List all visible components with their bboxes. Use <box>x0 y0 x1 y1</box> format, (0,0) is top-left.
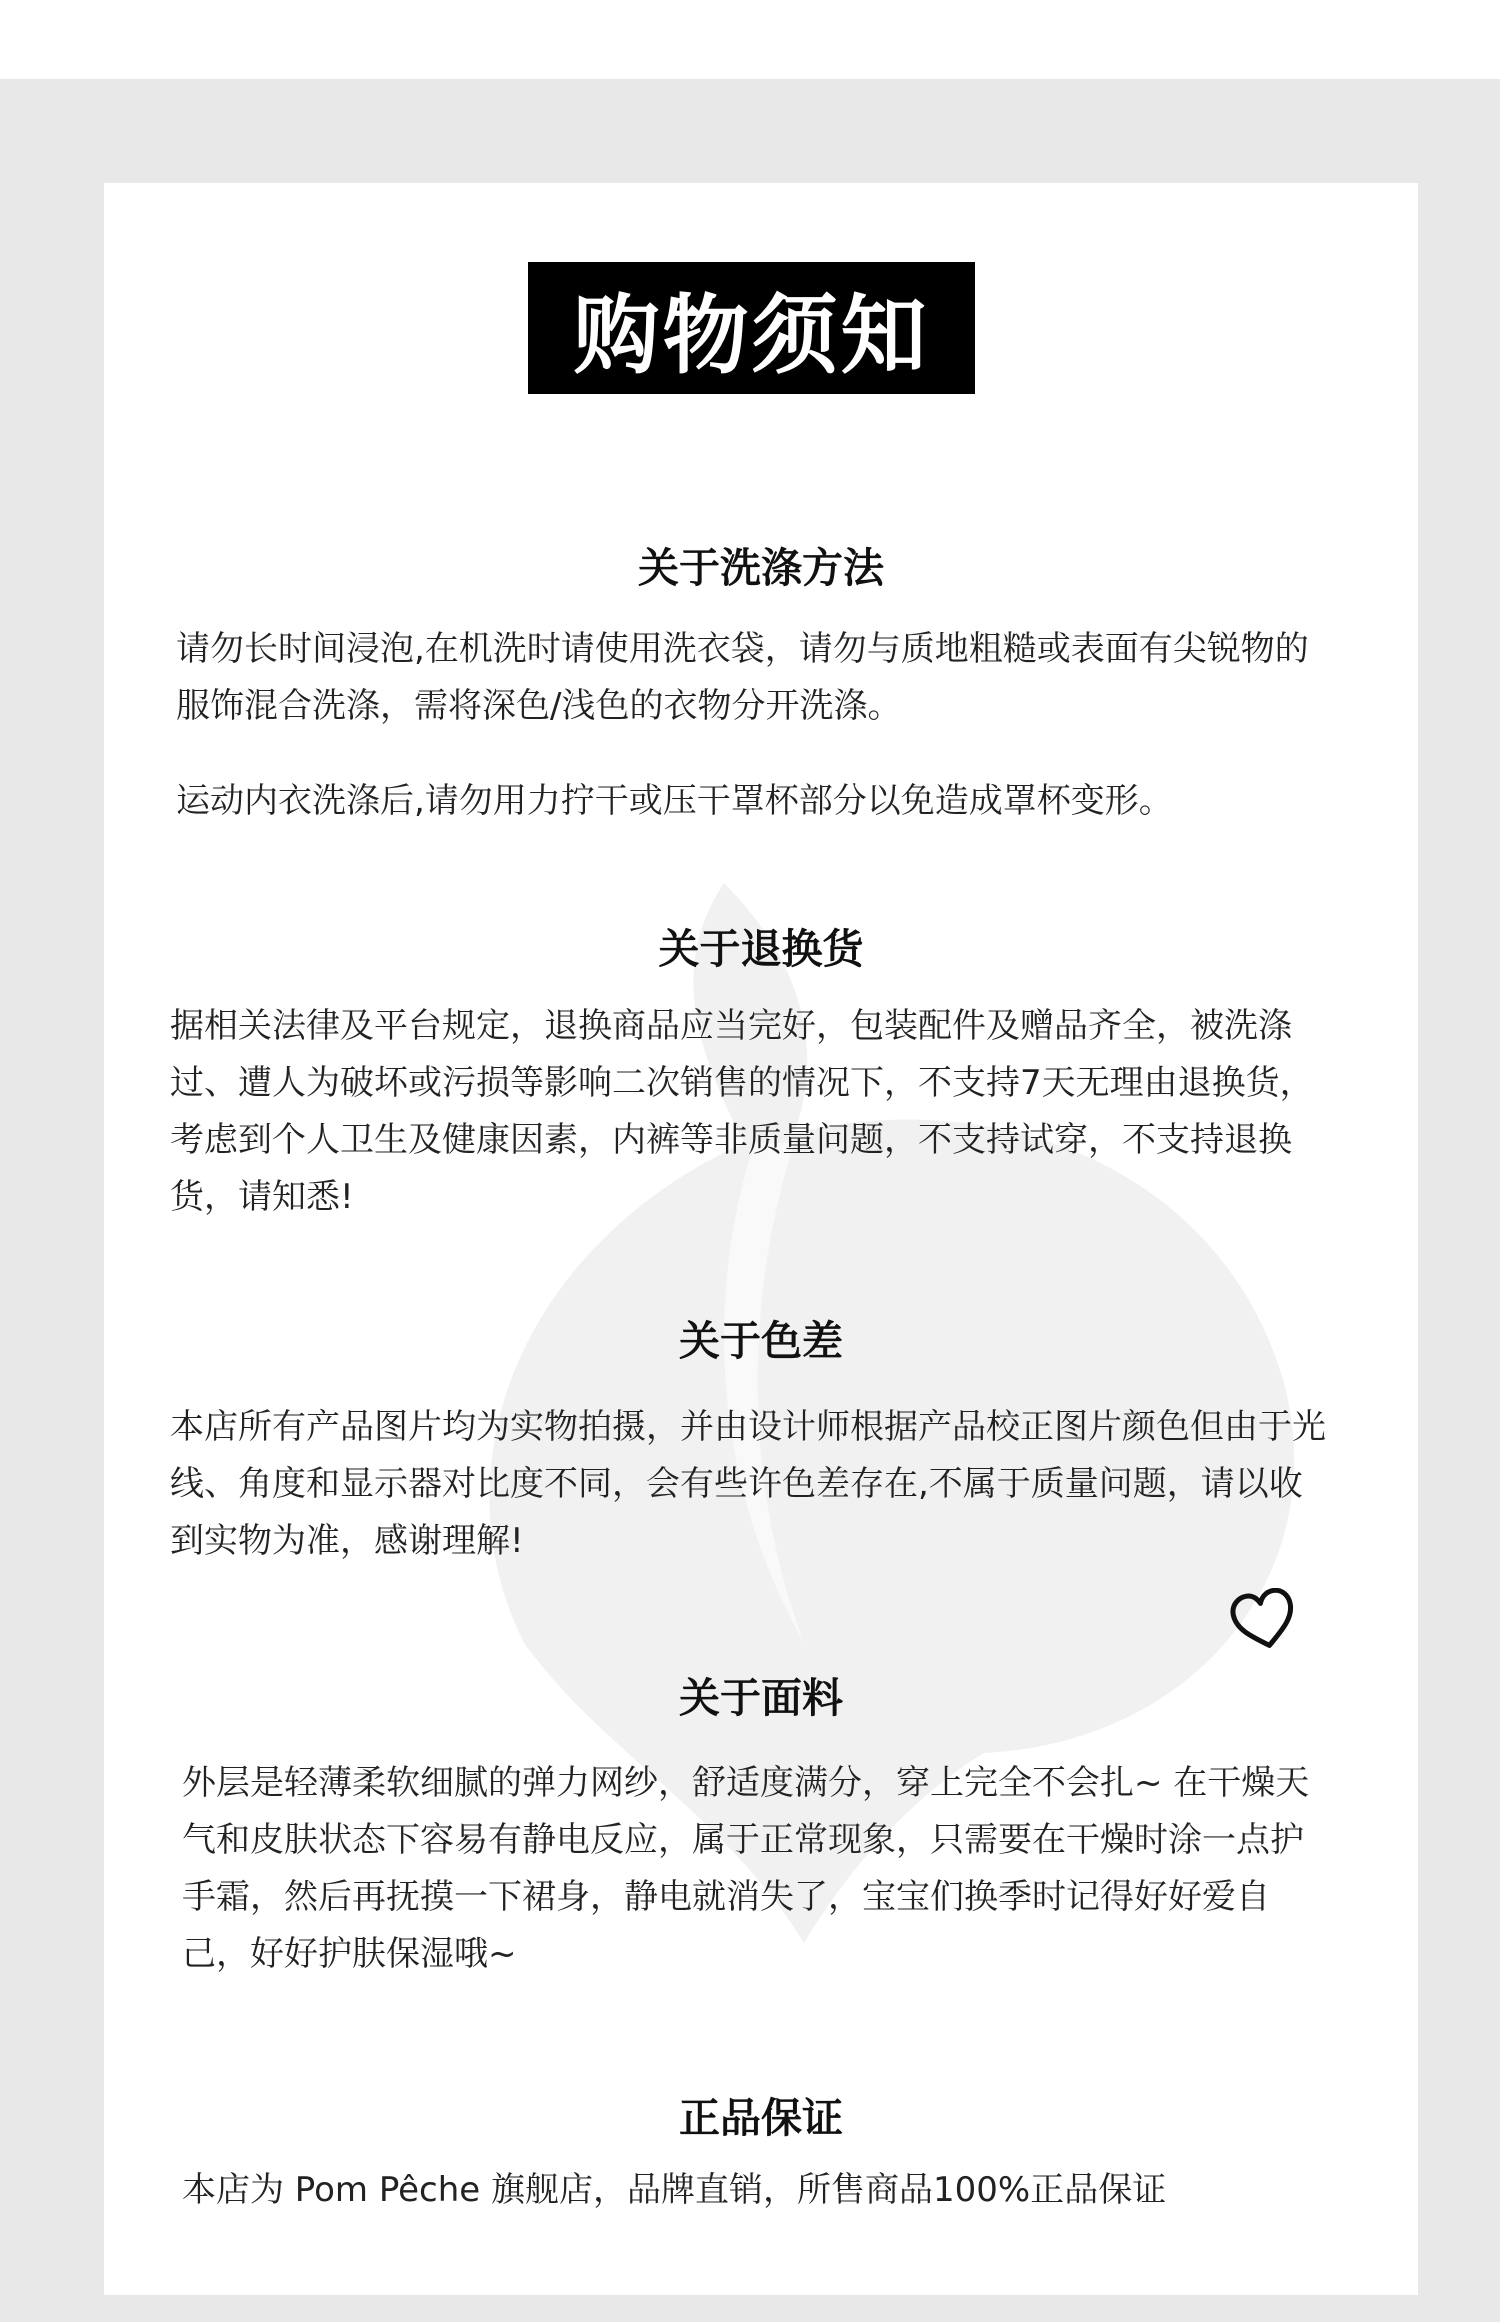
color-heading: 关于色差 <box>679 1317 843 1365</box>
returns-heading: 关于退换货 <box>658 925 864 973</box>
washing-heading: 关于洗涤方法 <box>638 544 884 592</box>
returns-paragraph: 据相关法律及平台规定，退换商品应当完好，包装配件及赠品齐全，被洗涤过、遭人为破坏或污损等影响二次销售的情况下，不支持7天无理由退换货，考虑到个人卫生及健康因素，内裤等非质量问题，不支持试穿，不支持退换货，请知悉! <box>170 1006 1314 1217</box>
authentic-paragraph: 本店为 Pom Pêche 旗舰店，品牌直销，所售商品100%正品保证 <box>182 2170 1167 2210</box>
heart-outline-icon <box>1229 1588 1299 1652</box>
fabric-paragraph: 外层是轻薄柔软细腻的弹力网纱，舒适度满分，穿上完全不会扎~ 在干燥天气和皮肤状态下容易有静电反应，属于正常现象，只需要在干燥时涂一点护手霜，然后再抚摸一下裙身，静电就消失了，宝宝们换季时记得好好爱自己，好好护肤保湿哦~ <box>182 1763 1310 1974</box>
top-strip <box>0 0 1500 79</box>
notice-card <box>104 183 1418 2295</box>
color-paragraph: 本店所有产品图片均为实物拍摄，并由设计师根据产品校正图片颜色但由于光线、角度和显示器对比度不同，会有些许色差存在,不属于质量问题，请以收到实物为准，感谢理解! <box>170 1407 1326 1561</box>
fabric-heading: 关于面料 <box>679 1674 843 1722</box>
page-title: 购物须知 <box>528 262 975 394</box>
washing-paragraph-1: 请勿长时间浸泡,在机洗时请使用洗衣袋，请勿与质地粗糙或表面有尖锐物的服饰混合洗涤，需将深色/浅色的衣物分开洗涤。 <box>176 629 1309 726</box>
authentic-heading: 正品保证 <box>679 2094 843 2142</box>
washing-paragraph-2: 运动内衣洗涤后,请勿用力拧干或压干罩杯部分以免造成罩杯变形。 <box>176 781 1173 821</box>
